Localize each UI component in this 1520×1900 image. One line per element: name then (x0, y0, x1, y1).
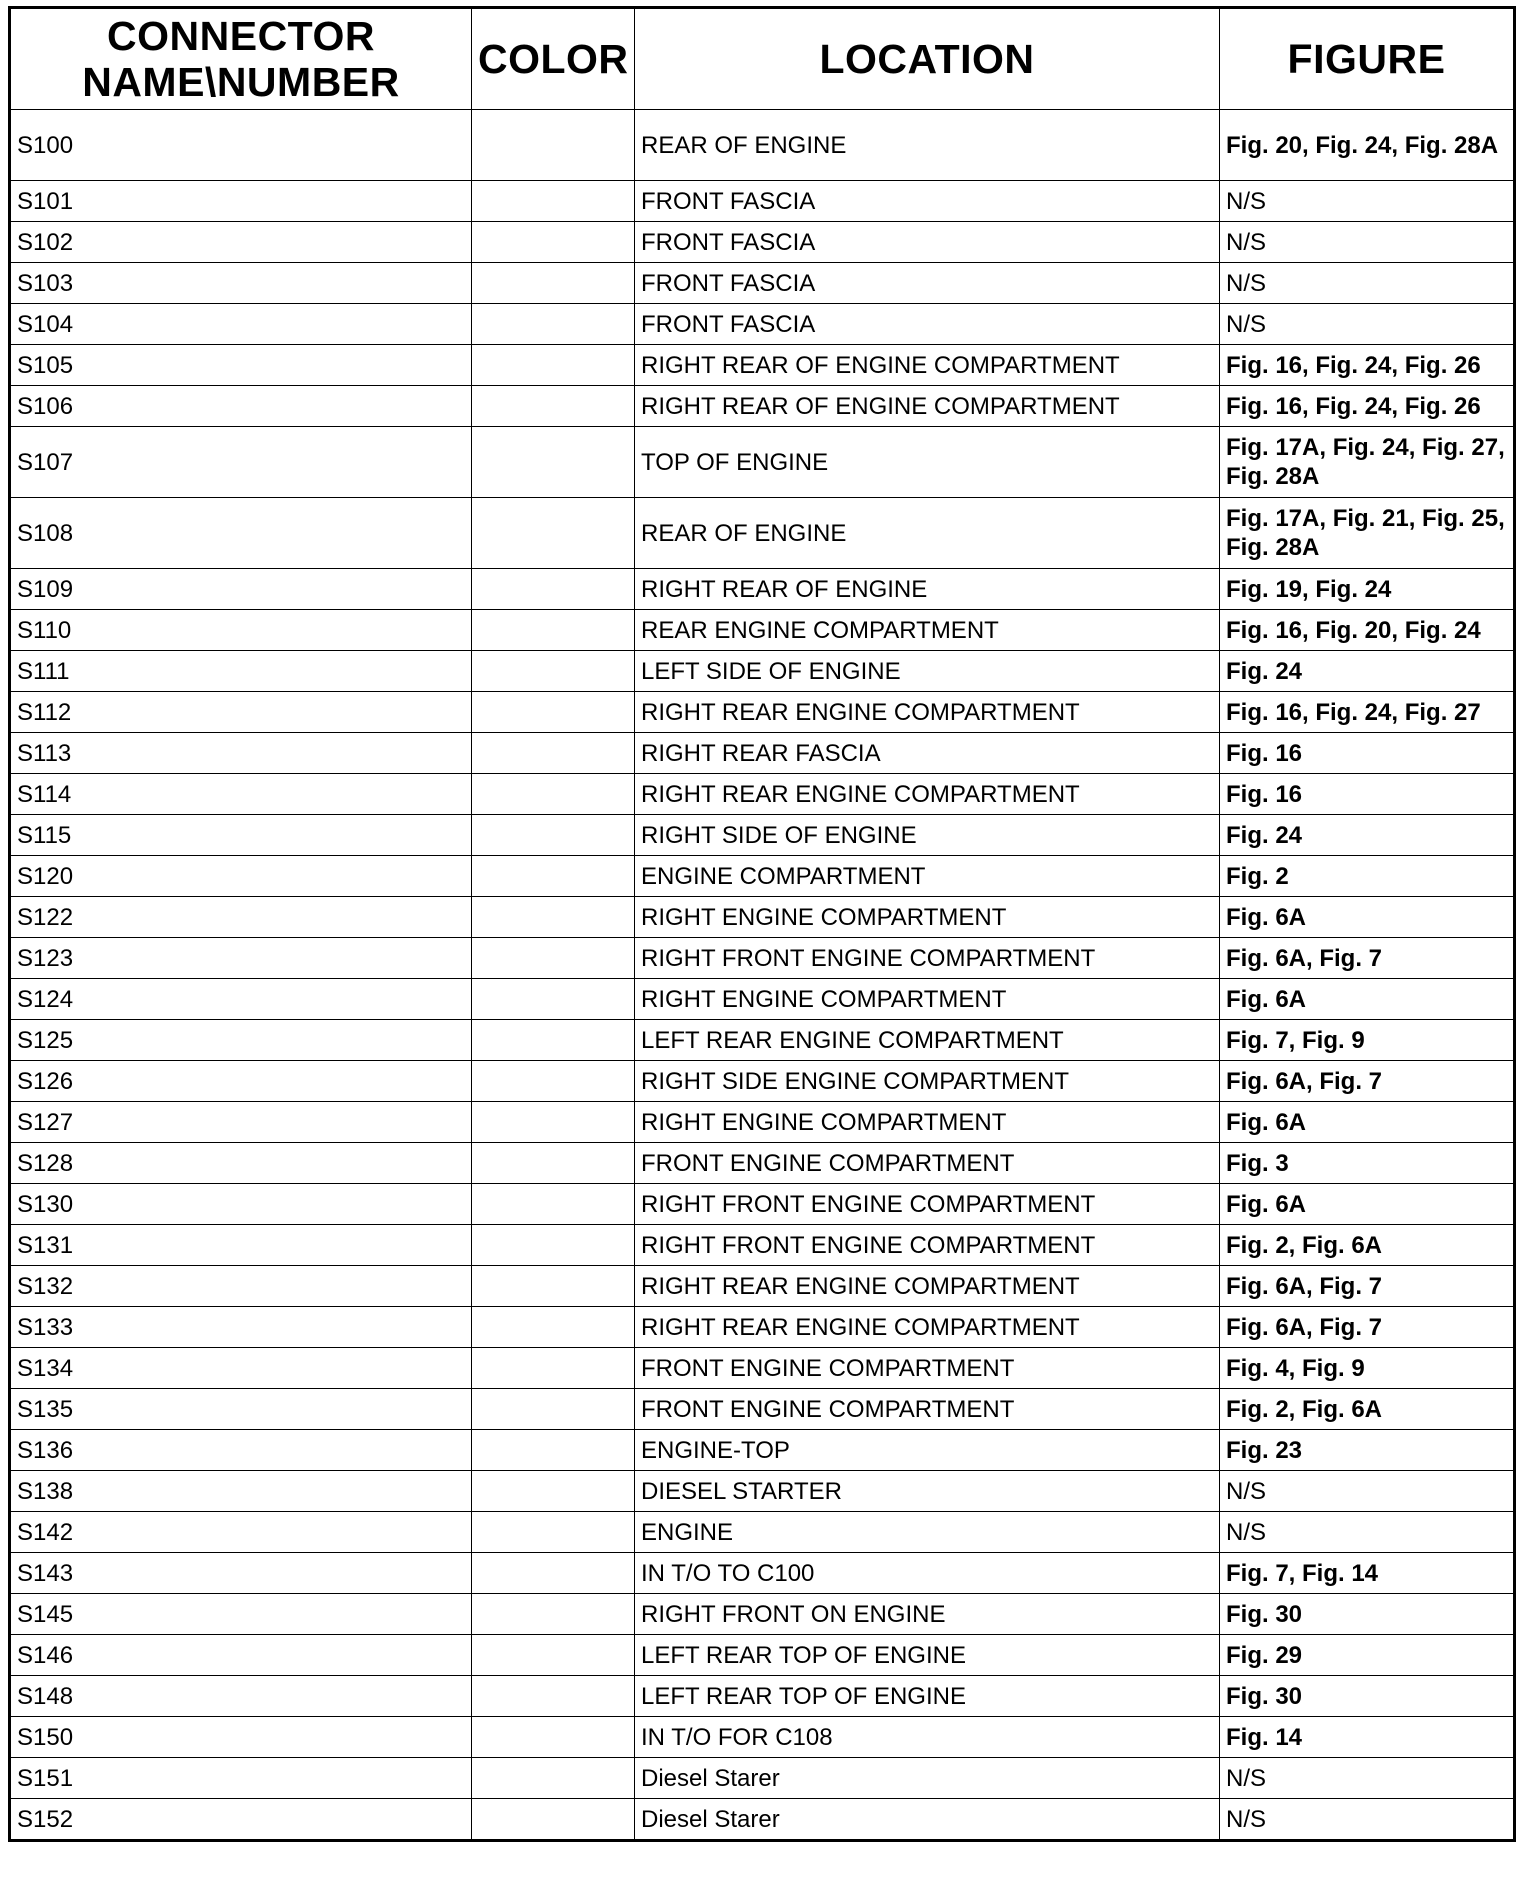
location-cell: RIGHT REAR ENGINE COMPARTMENT (635, 774, 1220, 815)
figure-cell: Fig. 19, Fig. 24 (1220, 569, 1515, 610)
color-cell (472, 1307, 635, 1348)
location-cell: RIGHT REAR ENGINE COMPARTMENT (635, 1266, 1220, 1307)
figure-cell: Fig. 6A, Fig. 7 (1220, 1266, 1515, 1307)
color-cell (472, 651, 635, 692)
connector-name-cell: S130 (10, 1184, 472, 1225)
color-cell (472, 1676, 635, 1717)
connector-name-cell: S143 (10, 1553, 472, 1594)
table-row (10, 692, 1515, 733)
color-cell (472, 610, 635, 651)
color-cell (472, 569, 635, 610)
color-cell (472, 1225, 635, 1266)
table-row (10, 979, 1515, 1020)
location-cell: FRONT ENGINE COMPARTMENT (635, 1143, 1220, 1184)
connector-name-cell: S142 (10, 1512, 472, 1553)
connector-name-cell: S148 (10, 1676, 472, 1717)
figure-cell: Fig. 4, Fig. 9 (1220, 1348, 1515, 1389)
connector-name-cell: S109 (10, 569, 472, 610)
table-row (10, 222, 1515, 263)
connector-name-cell: S126 (10, 1061, 472, 1102)
location-cell: LEFT REAR TOP OF ENGINE (635, 1635, 1220, 1676)
figure-cell: N/S (1220, 222, 1515, 263)
connector-name-cell: S108 (10, 498, 472, 569)
location-cell: RIGHT ENGINE COMPARTMENT (635, 1102, 1220, 1143)
color-cell (472, 1143, 635, 1184)
color-cell (472, 1799, 635, 1841)
connector-name-cell: S114 (10, 774, 472, 815)
table-row (10, 386, 1515, 427)
figure-cell: Fig. 17A, Fig. 21, Fig. 25, Fig. 28A (1220, 498, 1515, 569)
location-cell: RIGHT REAR ENGINE COMPARTMENT (635, 1307, 1220, 1348)
location-cell: RIGHT FRONT ENGINE COMPARTMENT (635, 1184, 1220, 1225)
table-row (10, 1225, 1515, 1266)
connector-name-cell: S105 (10, 345, 472, 386)
connector-name-cell: S101 (10, 181, 472, 222)
color-cell (472, 1635, 635, 1676)
table-row (10, 1348, 1515, 1389)
color-cell (472, 181, 635, 222)
connector-name-cell: S110 (10, 610, 472, 651)
table-row (10, 1717, 1515, 1758)
figure-cell: Fig. 6A (1220, 1102, 1515, 1143)
table-row (10, 733, 1515, 774)
location-cell: RIGHT SIDE ENGINE COMPARTMENT (635, 1061, 1220, 1102)
connector-table (8, 6, 1516, 1842)
table-row (10, 498, 1515, 569)
figure-cell: Fig. 2 (1220, 856, 1515, 897)
figure-cell: Fig. 16, Fig. 20, Fig. 24 (1220, 610, 1515, 651)
figure-cell: N/S (1220, 263, 1515, 304)
connector-name-cell: S152 (10, 1799, 472, 1841)
table-row (10, 1266, 1515, 1307)
table-row (10, 304, 1515, 345)
location-cell: DIESEL STARTER (635, 1471, 1220, 1512)
table-row (10, 1389, 1515, 1430)
location-cell: LEFT REAR ENGINE COMPARTMENT (635, 1020, 1220, 1061)
header-color: COLOR (472, 8, 635, 110)
color-cell (472, 1061, 635, 1102)
color-cell (472, 1020, 635, 1061)
connector-name-cell: S146 (10, 1635, 472, 1676)
table-row (10, 1184, 1515, 1225)
color-cell (472, 733, 635, 774)
color-cell (472, 222, 635, 263)
connector-name-cell: S122 (10, 897, 472, 938)
color-cell (472, 1553, 635, 1594)
location-cell: REAR ENGINE COMPARTMENT (635, 610, 1220, 651)
figure-cell: N/S (1220, 1471, 1515, 1512)
location-cell: RIGHT REAR OF ENGINE COMPARTMENT (635, 386, 1220, 427)
location-cell: REAR OF ENGINE (635, 498, 1220, 569)
location-cell: ENGINE-TOP (635, 1430, 1220, 1471)
color-cell (472, 1430, 635, 1471)
header-row (10, 8, 1515, 110)
connector-name-cell: S127 (10, 1102, 472, 1143)
location-cell: RIGHT ENGINE COMPARTMENT (635, 897, 1220, 938)
color-cell (472, 1758, 635, 1799)
table-row (10, 1512, 1515, 1553)
connector-name-cell: S115 (10, 815, 472, 856)
table-row (10, 1594, 1515, 1635)
location-cell: RIGHT REAR OF ENGINE (635, 569, 1220, 610)
connector-name-cell: S132 (10, 1266, 472, 1307)
color-cell (472, 427, 635, 498)
table-row (10, 610, 1515, 651)
figure-cell: Fig. 6A (1220, 897, 1515, 938)
figure-cell: Fig. 6A (1220, 1184, 1515, 1225)
connector-name-cell: S131 (10, 1225, 472, 1266)
color-cell (472, 1471, 635, 1512)
table-row (10, 110, 1515, 181)
table-row (10, 263, 1515, 304)
color-cell (472, 1102, 635, 1143)
location-cell: TOP OF ENGINE (635, 427, 1220, 498)
location-cell: RIGHT FRONT ENGINE COMPARTMENT (635, 1225, 1220, 1266)
color-cell (472, 304, 635, 345)
figure-cell: Fig. 23 (1220, 1430, 1515, 1471)
connector-table-sheet (8, 6, 1513, 1842)
connector-name-cell: S107 (10, 427, 472, 498)
color-cell (472, 1512, 635, 1553)
table-row (10, 569, 1515, 610)
color-cell (472, 1717, 635, 1758)
connector-name-cell: S151 (10, 1758, 472, 1799)
figure-cell: Fig. 17A, Fig. 24, Fig. 27, Fig. 28A (1220, 427, 1515, 498)
color-cell (472, 774, 635, 815)
location-cell: RIGHT ENGINE COMPARTMENT (635, 979, 1220, 1020)
connector-name-cell: S111 (10, 651, 472, 692)
table-row (10, 856, 1515, 897)
location-cell: FRONT ENGINE COMPARTMENT (635, 1348, 1220, 1389)
connector-name-cell: S150 (10, 1717, 472, 1758)
connector-name-cell: S134 (10, 1348, 472, 1389)
figure-cell: Fig. 24 (1220, 815, 1515, 856)
figure-cell: Fig. 6A, Fig. 7 (1220, 1307, 1515, 1348)
figure-cell: Fig. 29 (1220, 1635, 1515, 1676)
connector-name-cell: S112 (10, 692, 472, 733)
table-row (10, 1102, 1515, 1143)
connector-name-cell: S123 (10, 938, 472, 979)
connector-name-cell: S136 (10, 1430, 472, 1471)
connector-name-cell: S100 (10, 110, 472, 181)
location-cell: FRONT FASCIA (635, 263, 1220, 304)
table-row (10, 1143, 1515, 1184)
table-row (10, 815, 1515, 856)
figure-cell: Fig. 14 (1220, 1717, 1515, 1758)
connector-name-cell: S124 (10, 979, 472, 1020)
location-cell: ENGINE (635, 1512, 1220, 1553)
connector-name-cell: S113 (10, 733, 472, 774)
connector-name-cell: S102 (10, 222, 472, 263)
table-row (10, 181, 1515, 222)
connector-name-cell: S125 (10, 1020, 472, 1061)
figure-cell: Fig. 16, Fig. 24, Fig. 26 (1220, 345, 1515, 386)
color-cell (472, 1266, 635, 1307)
table-row (10, 1553, 1515, 1594)
figure-cell: N/S (1220, 1758, 1515, 1799)
color-cell (472, 815, 635, 856)
location-cell: FRONT FASCIA (635, 304, 1220, 345)
location-cell: Diesel Starer (635, 1799, 1220, 1841)
figure-cell: Fig. 16 (1220, 733, 1515, 774)
figure-cell: Fig. 24 (1220, 651, 1515, 692)
table-row (10, 345, 1515, 386)
connector-name-cell: S145 (10, 1594, 472, 1635)
figure-cell: Fig. 6A (1220, 979, 1515, 1020)
figure-cell: Fig. 16, Fig. 24, Fig. 27 (1220, 692, 1515, 733)
figure-cell: Fig. 7, Fig. 14 (1220, 1553, 1515, 1594)
connector-name-cell: S133 (10, 1307, 472, 1348)
connector-name-cell: S138 (10, 1471, 472, 1512)
connector-name-cell: S120 (10, 856, 472, 897)
header-figure: FIGURE (1220, 8, 1515, 110)
table-body (10, 110, 1515, 1841)
location-cell: FRONT FASCIA (635, 222, 1220, 263)
location-cell: FRONT ENGINE COMPARTMENT (635, 1389, 1220, 1430)
location-cell: ENGINE COMPARTMENT (635, 856, 1220, 897)
location-cell: LEFT SIDE OF ENGINE (635, 651, 1220, 692)
color-cell (472, 856, 635, 897)
table-row (10, 1471, 1515, 1512)
color-cell (472, 938, 635, 979)
location-cell: RIGHT REAR ENGINE COMPARTMENT (635, 692, 1220, 733)
location-cell: RIGHT REAR OF ENGINE COMPARTMENT (635, 345, 1220, 386)
table-row (10, 1758, 1515, 1799)
figure-cell: Fig. 30 (1220, 1676, 1515, 1717)
location-cell: REAR OF ENGINE (635, 110, 1220, 181)
location-cell: RIGHT FRONT ENGINE COMPARTMENT (635, 938, 1220, 979)
figure-cell: N/S (1220, 181, 1515, 222)
color-cell (472, 263, 635, 304)
table-row (10, 1635, 1515, 1676)
table-row (10, 1430, 1515, 1471)
figure-cell: Fig. 2, Fig. 6A (1220, 1225, 1515, 1266)
location-cell: IN T/O FOR C108 (635, 1717, 1220, 1758)
figure-cell: N/S (1220, 1799, 1515, 1841)
color-cell (472, 1594, 635, 1635)
color-cell (472, 692, 635, 733)
color-cell (472, 1389, 635, 1430)
location-cell: RIGHT SIDE OF ENGINE (635, 815, 1220, 856)
location-cell: Diesel Starer (635, 1758, 1220, 1799)
figure-cell: Fig. 7, Fig. 9 (1220, 1020, 1515, 1061)
connector-name-cell: S104 (10, 304, 472, 345)
location-cell: RIGHT REAR FASCIA (635, 733, 1220, 774)
color-cell (472, 345, 635, 386)
location-cell: RIGHT FRONT ON ENGINE (635, 1594, 1220, 1635)
color-cell (472, 1184, 635, 1225)
location-cell: FRONT FASCIA (635, 181, 1220, 222)
location-cell: IN T/O TO C100 (635, 1553, 1220, 1594)
color-cell (472, 110, 635, 181)
table-row (10, 1061, 1515, 1102)
connector-name-cell: S135 (10, 1389, 472, 1430)
color-cell (472, 979, 635, 1020)
table-row (10, 1799, 1515, 1841)
color-cell (472, 897, 635, 938)
figure-cell: Fig. 3 (1220, 1143, 1515, 1184)
figure-cell: Fig. 6A, Fig. 7 (1220, 938, 1515, 979)
connector-name-cell: S128 (10, 1143, 472, 1184)
table-row (10, 1307, 1515, 1348)
figure-cell: Fig. 20, Fig. 24, Fig. 28A (1220, 110, 1515, 181)
header-location: LOCATION (635, 8, 1220, 110)
header-connector-name: CONNECTOR NAME\NUMBER (10, 8, 472, 110)
table-row (10, 1676, 1515, 1717)
color-cell (472, 386, 635, 427)
figure-cell: Fig. 6A, Fig. 7 (1220, 1061, 1515, 1102)
table-row (10, 897, 1515, 938)
color-cell (472, 498, 635, 569)
figure-cell: Fig. 16 (1220, 774, 1515, 815)
table-row (10, 651, 1515, 692)
table-row (10, 774, 1515, 815)
connector-name-cell: S106 (10, 386, 472, 427)
table-row (10, 938, 1515, 979)
figure-cell: N/S (1220, 1512, 1515, 1553)
color-cell (472, 1348, 635, 1389)
figure-cell: Fig. 16, Fig. 24, Fig. 26 (1220, 386, 1515, 427)
table-row (10, 1020, 1515, 1061)
figure-cell: N/S (1220, 304, 1515, 345)
table-header (10, 8, 1515, 110)
table-row (10, 427, 1515, 498)
figure-cell: Fig. 30 (1220, 1594, 1515, 1635)
location-cell: LEFT REAR TOP OF ENGINE (635, 1676, 1220, 1717)
figure-cell: Fig. 2, Fig. 6A (1220, 1389, 1515, 1430)
connector-name-cell: S103 (10, 263, 472, 304)
